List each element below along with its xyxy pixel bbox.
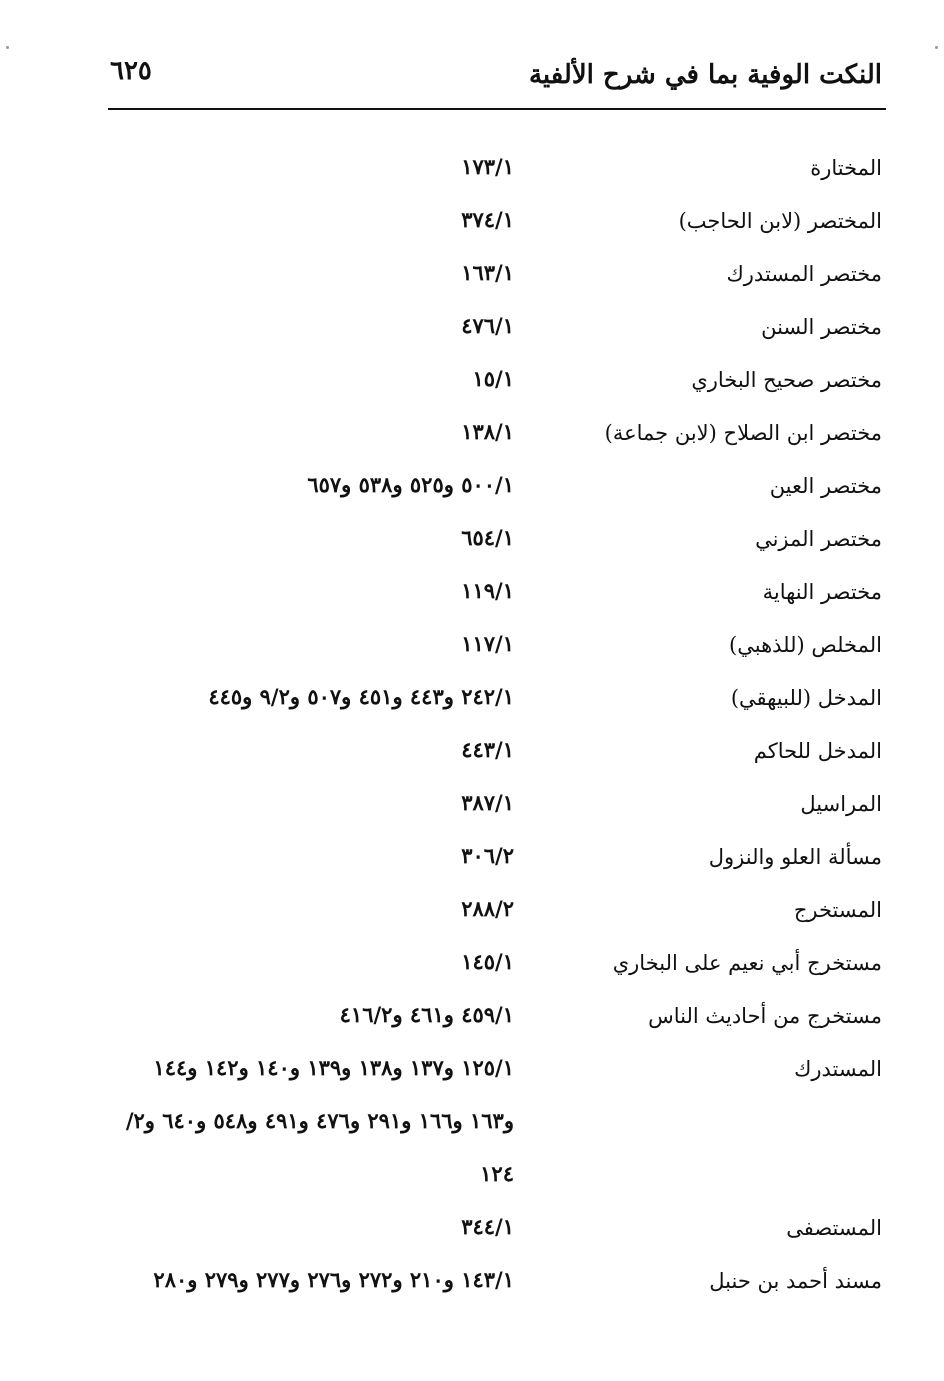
entry-refs: ١٥/١ [472,366,514,391]
index-entry [0,203,944,251]
entry-title: مستخرج من أحاديث الناس [648,1004,882,1028]
index-entry [0,945,944,993]
scan-speck [6,46,9,49]
entry-refs: ١١٧/١ [461,631,514,656]
entry-title: مختصر النهاية [762,580,882,604]
index-entry [0,574,944,622]
index-entry [0,468,944,516]
entry-refs: ٦٥٤/١ [461,525,514,550]
entry-title: المراسيل [800,792,882,816]
entry-title: المستدرك [794,1057,882,1081]
index-entry [0,733,944,781]
entry-refs: ٣٤٤/١ [461,1214,514,1239]
index-entry-continuation [0,1157,944,1205]
index-entry [0,627,944,675]
scan-speck [935,46,938,49]
entry-refs: ١٦٣/١ [461,260,514,285]
index-entry [0,1051,944,1099]
entry-refs: ١٤٥/١ [461,949,514,974]
index-entry [0,150,944,198]
entry-title: مسند أحمد بن حنبل [709,1269,882,1293]
entry-refs: ١٢٥/١ و١٣٧ و١٣٨ و١٣٩ و١٤٠ و١٤٢ و١٤٤ [153,1055,514,1080]
index-entry [0,309,944,357]
index-entry [0,521,944,569]
entry-refs: ١٧٣/١ [461,154,514,179]
index-entry [0,892,944,940]
entry-title: مختصر ابن الصلاح (لابن جماعة) [604,421,882,445]
index-entry [0,786,944,834]
entry-refs: ١١٩/١ [461,578,514,603]
entry-title: المختارة [810,156,882,180]
entry-refs: ١٣٨/١ [461,419,514,444]
entry-title: مستخرج أبي نعيم على البخاري [612,951,882,975]
entry-refs: ٣٧٤/١ [461,207,514,232]
entry-refs: ١٤٣/١ و٢١٠ و٢٧٢ و٢٧٦ و٢٧٧ و٢٧٩ و٢٨٠ [153,1267,514,1292]
entry-title: المستخرج [793,898,882,922]
entry-title: المختصر (لابن الحاجب) [678,209,882,233]
entry-title: مختصر المستدرك [726,262,882,286]
entry-refs: ٢٨٨/٢ [461,896,514,921]
index-entry [0,1210,944,1258]
entry-title: مختصر صحيح البخاري [691,368,882,392]
entry-title: المخلص (للذهبي) [729,633,882,657]
entry-title: المدخل (للبيهقي) [730,686,882,710]
entry-title: المستصفى [786,1216,882,1240]
entry-title: مختصر العين [769,474,882,498]
entry-refs: ٤٧٦/١ [461,313,514,338]
entry-refs: ٤٥٩/١ و٤٦١ و٤١٦/٢ [339,1002,514,1027]
entry-refs: ٣٨٧/١ [461,790,514,815]
page-number: ٦٢٥ [110,56,152,86]
entry-refs: ٢٤٢/١ و٤٤٣ و٤٥١ و٥٠٧ و٩/٢ و٤٤٥ [208,684,514,709]
index-entry [0,362,944,410]
index-entry [0,415,944,463]
index-entry [0,680,944,728]
index-entry [0,256,944,304]
entry-refs: و١٦٣ و١٦٦ و٢٩١ و٤٧٦ و٤٩١ و٥٤٨ و٦٤٠ و٢/ [125,1108,514,1133]
entry-title: مختصر المزني [755,527,882,551]
entry-refs: ٤٤٣/١ [461,737,514,762]
entry-title: مختصر السنن [761,315,882,339]
index-entry-continuation [0,1104,944,1152]
entry-refs: ١٢٤ [480,1161,514,1186]
entry-title: مسألة العلو والنزول [708,845,882,869]
entry-title: المدخل للحاكم [753,739,882,763]
entry-refs: ٣٠٦/٢ [461,843,514,868]
index-entry [0,1263,944,1311]
running-title: النكت الوفية بما في شرح الألفية [528,60,882,90]
index-entry [0,998,944,1046]
index-entry [0,839,944,887]
entry-refs: ٥٠٠/١ و٥٢٥ و٥٣٨ و٦٥٧ [307,472,514,497]
